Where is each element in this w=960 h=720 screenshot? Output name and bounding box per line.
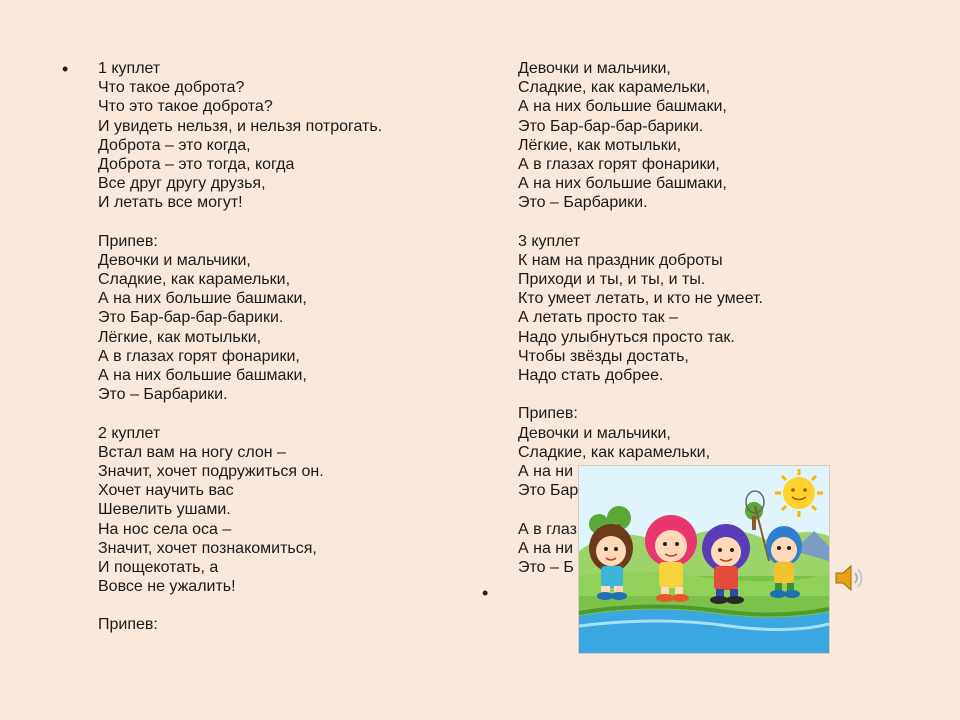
- lyrics-left-line: [98, 596, 382, 615]
- lyrics-left-column: [98, 59, 382, 635]
- lyrics-left-line: [98, 404, 382, 423]
- lyrics-right-line: А летать просто так –: [518, 309, 678, 327]
- lyrics-left-line: Значит, хочет подружиться он.: [98, 462, 324, 480]
- lyrics-left-line: 1 куплет: [98, 60, 161, 77]
- lyrics-right-line: Надо улыбнуться просто так.: [518, 328, 735, 346]
- cartoon-children-walking-image: [578, 465, 830, 654]
- lyrics-right-line: Припев:: [518, 405, 578, 423]
- lyrics-right-line: Сладкие, как карамельки,: [518, 79, 711, 97]
- lyrics-left-line: И увидеть нельзя, и нельзя потрогать.: [98, 117, 383, 135]
- lyrics-right-line: Чтобы звёзды достать,: [518, 347, 689, 365]
- lyrics-right-line: Сладкие, как карамельки,: [518, 443, 711, 461]
- lyrics-left-line: Это – Барбарики.: [98, 386, 228, 404]
- lyrics-right-line: [518, 385, 763, 404]
- lyrics-right-line: Надо стать добрее.: [518, 367, 664, 384]
- lyrics-left-line: Что это такое доброта?: [98, 98, 273, 116]
- lyrics-right-line: А в глазах горят фонарики,: [518, 155, 720, 173]
- lyrics-left-line: А в глазах горят фонарики,: [98, 347, 300, 365]
- lyrics-right-line: Кто умеет летать, и кто не умеет.: [518, 290, 763, 308]
- lyrics-right-line: Это Бар: [518, 482, 579, 500]
- lyrics-right-line: А на них большие башмаки,: [518, 98, 727, 116]
- lyrics-right-line: Это Бар-бар-бар-барики.: [518, 117, 704, 135]
- lyrics-left-line: Припев:: [98, 616, 158, 634]
- bullet-right: •: [482, 583, 489, 603]
- lyrics-left-line: Доброта – это когда,: [98, 136, 251, 154]
- lyrics-left-line: Хочет научить вас: [98, 482, 234, 500]
- lyrics-left-line: И летать все могут!: [98, 194, 243, 212]
- lyrics-left-line: Что такое доброта?: [98, 79, 245, 97]
- lyrics-left-line: Все друг другу друзья,: [98, 175, 266, 193]
- lyrics-left-line: 2 куплет: [98, 424, 161, 442]
- lyrics-left-line: На нос села оса –: [98, 520, 232, 538]
- lyrics-left-line: Сладкие, как карамельки,: [98, 271, 291, 289]
- lyrics-left-line: Девочки и мальчики,: [98, 251, 251, 269]
- speaker-icon[interactable]: [833, 562, 867, 594]
- bullet-left: •: [62, 59, 69, 79]
- lyrics-left-line: Доброта – это тогда, когда: [98, 155, 295, 173]
- lyrics-left-line: Лёгкие, как мотыльки,: [98, 328, 262, 346]
- lyrics-left-line: Значит, хочет познакомиться,: [98, 539, 317, 557]
- lyrics-right-line: Приходи и ты, и ты, и ты.: [518, 271, 706, 289]
- lyrics-left-line: Припев:: [98, 232, 158, 250]
- lyrics-left-line: Встал вам на ногу слон –: [98, 443, 286, 461]
- lyrics-right-line: Это – Б: [518, 558, 574, 576]
- lyrics-right-line: А на них большие башмаки,: [518, 175, 727, 193]
- lyrics-right-line: Девочки и мальчики,: [518, 424, 671, 442]
- lyrics-left-line: [98, 213, 382, 232]
- lyrics-left-line: Шевелить ушами.: [98, 501, 231, 519]
- lyrics-right-line: Девочки и мальчики,: [518, 60, 671, 77]
- lyrics-right-line: А в глаз: [518, 520, 577, 538]
- lyrics-right-line: [518, 213, 763, 232]
- lyrics-left-line: А на них большие башмаки,: [98, 367, 307, 384]
- lyrics-left-line: Это Бар-бар-бар-барики.: [98, 309, 284, 327]
- lyrics-right-line: Это – Барбарики.: [518, 194, 648, 212]
- lyrics-right-line: Лёгкие, как мотыльки,: [518, 136, 682, 154]
- lyrics-right-line: 3 куплет: [518, 232, 581, 250]
- lyrics-left-line: Вовсе не ужалить!: [98, 578, 236, 596]
- lyrics-right-line: А на ни: [518, 539, 574, 557]
- lyrics-right-line: К нам на праздник доброты: [518, 251, 723, 269]
- lyrics-left-line: А на них большие башмаки,: [98, 290, 307, 308]
- lyrics-right-line: А на ни: [518, 462, 574, 480]
- lyrics-left-line: И пощекотать, а: [98, 558, 219, 576]
